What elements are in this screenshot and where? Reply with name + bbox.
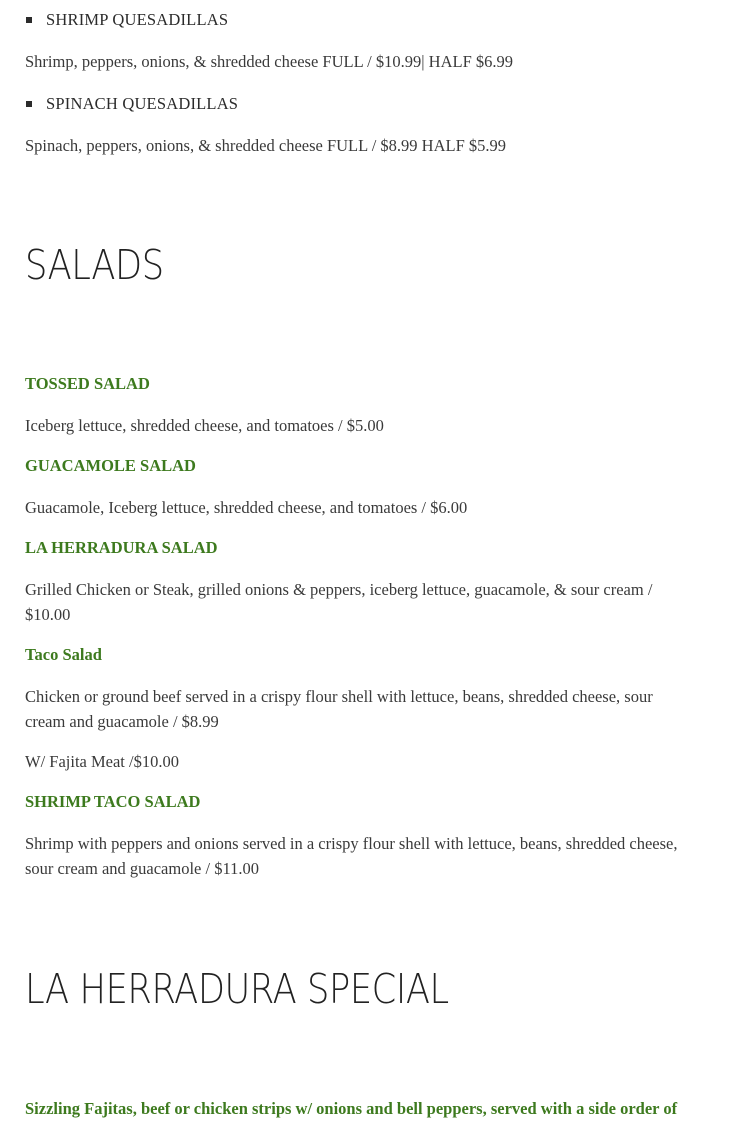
menu-item-description: Shrimp with peppers and onions served in a crispy flour shell with lettuce, beans, shredded cheese, sour cream and guacamole / $11.00 (25, 834, 678, 878)
menu-item-title: SHRIMP TACO SALAD (25, 792, 201, 811)
menu-item-name: SHRIMP QUESADILLAS (46, 10, 229, 29)
menu-item-extra: W/ Fajita Meat /$10.00 (25, 752, 179, 771)
list-item-shrimp-quesadillas (25, 10, 228, 30)
menu-item-description: Guacamole, Iceberg lettuce, shredded cheese, and tomatoes / $6.00 (25, 498, 468, 517)
menu-item-title: Taco Salad (25, 645, 102, 664)
section-heading-special: LA HERRADURA SPECIAL (25, 965, 449, 1013)
menu-item-description: Chicken or ground beef served in a crispy flour shell with lettuce, beans, shredded cheese, sour cream and guacamole / $8.99 (25, 687, 653, 731)
bullet-icon (26, 101, 32, 107)
special-description: Sizzling Fajitas, beef or chicken strips w/ onions and bell peppers, served with a side order of (25, 1099, 678, 1118)
menu-item-title: GUACAMOLE SALAD (25, 456, 196, 475)
menu-item-description: Shrimp, peppers, onions, & shredded cheese FULL / $10.99| HALF $6.99 (25, 52, 514, 71)
menu-item-description: Spinach, peppers, onions, & shredded cheese FULL / $8.99 HALF $5.99 (25, 136, 507, 155)
menu-item-description: Grilled Chicken or Steak, grilled onions & peppers, iceberg lettuce, guacamole, & sour cream / $10.00 (25, 580, 653, 624)
menu-item-title: TOSSED SALAD (25, 374, 150, 393)
menu-item-name: SPINACH QUESADILLAS (46, 94, 239, 113)
section-heading-salads: SALADS (25, 241, 164, 289)
menu-item-title: LA HERRADURA SALAD (25, 538, 218, 557)
menu-item-description: Iceberg lettuce, shredded cheese, and tomatoes / $5.00 (25, 416, 384, 435)
bullet-icon (26, 17, 32, 23)
list-item-spinach-quesadillas (25, 94, 238, 114)
